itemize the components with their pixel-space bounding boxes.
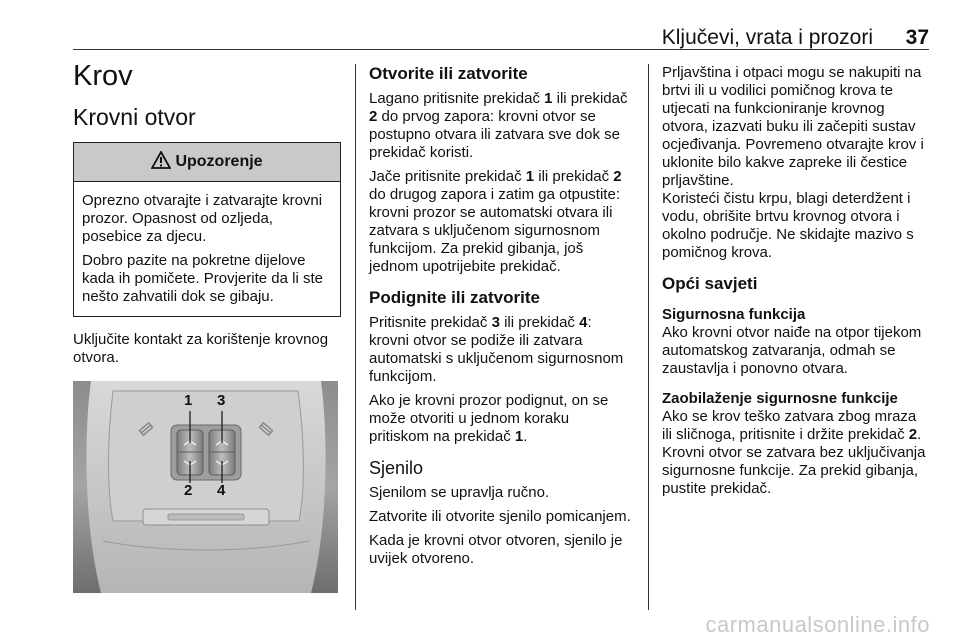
warning-body (74, 182, 340, 316)
roof-console-illustration (73, 381, 338, 593)
warning-header (74, 143, 340, 182)
figure-label-1: 1 (184, 392, 193, 409)
paragraph: Kada je krovni otvor otvoren, sjenilo je uvijek otvoreno. (369, 532, 623, 567)
figure-label-2: 2 (184, 482, 193, 499)
column-left (73, 60, 341, 593)
column-divider-left (355, 64, 356, 610)
column-right (662, 64, 927, 504)
heading-general-tips: Opći savjeti (662, 274, 758, 293)
paragraph: Lagano pritisnite prekidač 1 ili prekidač 2 do prvog zapora: krovni otvor se postupno otvara ili zatvara sve dok se prekidač koristi. (369, 90, 628, 161)
figure-label-4: 4 (217, 482, 226, 499)
watermark: carmanualsonline.info (705, 612, 930, 637)
figure-label-3: 3 (217, 392, 226, 409)
heading-raise-close: Podignite ili zatvorite (369, 288, 540, 307)
header-divider (73, 49, 929, 50)
intro-text: Uključite kontakt za korištenje krovnog otvora. (73, 331, 329, 366)
heading-open-close: Otvorite ili zatvorite (369, 64, 528, 83)
paragraph: Jače pritisnite prekidač 1 ili prekidač 2 do drugog zapora i zatim ga otpustite: krovni prozor se automatski otvara ili zatvara s uključenom sigurnosnom funkcijom. Za prekid gibanja, još jednom upotrijebite prekidač. (369, 168, 622, 275)
warning-paragraph: Oprezno otvarajte i zatvarajte krovni prozor. Opasnost od ozljeda, posebice za djecu. (82, 192, 323, 245)
page-number: 37 (905, 26, 929, 49)
page-header (73, 26, 929, 48)
column-divider-right (648, 64, 649, 610)
warning-triangle-icon (151, 146, 171, 164)
heading-sunshade: Sjenilo (369, 458, 424, 478)
paragraph: Ako je krovni prozor podignut, on se može otvoriti u jednom koraku pritiskom na prekidač 1. (369, 392, 609, 445)
paragraph: Ako krovni otvor naiđe na otpor tijekom automatskog zatvaranja, odmah se zaustavlja i ponovno otvara. (662, 324, 922, 377)
heading-bypass-safety: Zaobilaženje sigurnosne funkcije (662, 390, 898, 407)
heading-safety-function: Sigurnosna funkcija (662, 306, 806, 323)
paragraph: Pritisnite prekidač 3 ili prekidač 4: krovni otvor se podiže ili zatvara automatski s uključenom sigurnosnom funkcijom. (369, 314, 624, 385)
warning-box (73, 142, 341, 317)
paragraph: Prljavština i otpaci mogu se nakupiti na brtvi ili u vodilici pomičnog krova te utjecati na funkcioniranje krovnog otvora, izazvati buku ili začepiti sustav ocjeđivanja. Povremeno otvarajte krov i uklonite bilo kakve zapreke ili čestice prljavštine. (662, 64, 924, 189)
column-middle (369, 64, 632, 574)
paragraph: Koristeći čistu krpu, blagi deterdžent i vodu, obrišite brtvu krovnog otvora i okolno područje. Ne skidajte mazivo s pomičnog krova. (662, 190, 914, 261)
paragraph: Zatvorite ili otvorite sjenilo pomicanjem. (369, 508, 631, 525)
chapter-title: Ključevi, vrata i prozori (661, 26, 873, 49)
warning-title: Upozorenje (175, 153, 263, 170)
paragraph: Ako se krov teško zatvara zbog mraza ili sličnoga, pritisnite i držite prekidač 2. Krovni otvor se zatvara bez uključivanja sigurnosne funkcije. Za prekid gibanja, pustite prekidač. (662, 408, 926, 497)
paragraph: Sjenilom se upravlja ručno. (369, 484, 550, 501)
roof-switch-figure (73, 381, 338, 593)
subsection-title: Krovni otvor (73, 104, 196, 130)
warning-paragraph: Dobro pazite na pokretne dijelove kada ih pomičete. Provjerite da li ste nešto zahvatili dok se gibaju. (82, 252, 323, 305)
section-title: Krov (73, 60, 133, 92)
